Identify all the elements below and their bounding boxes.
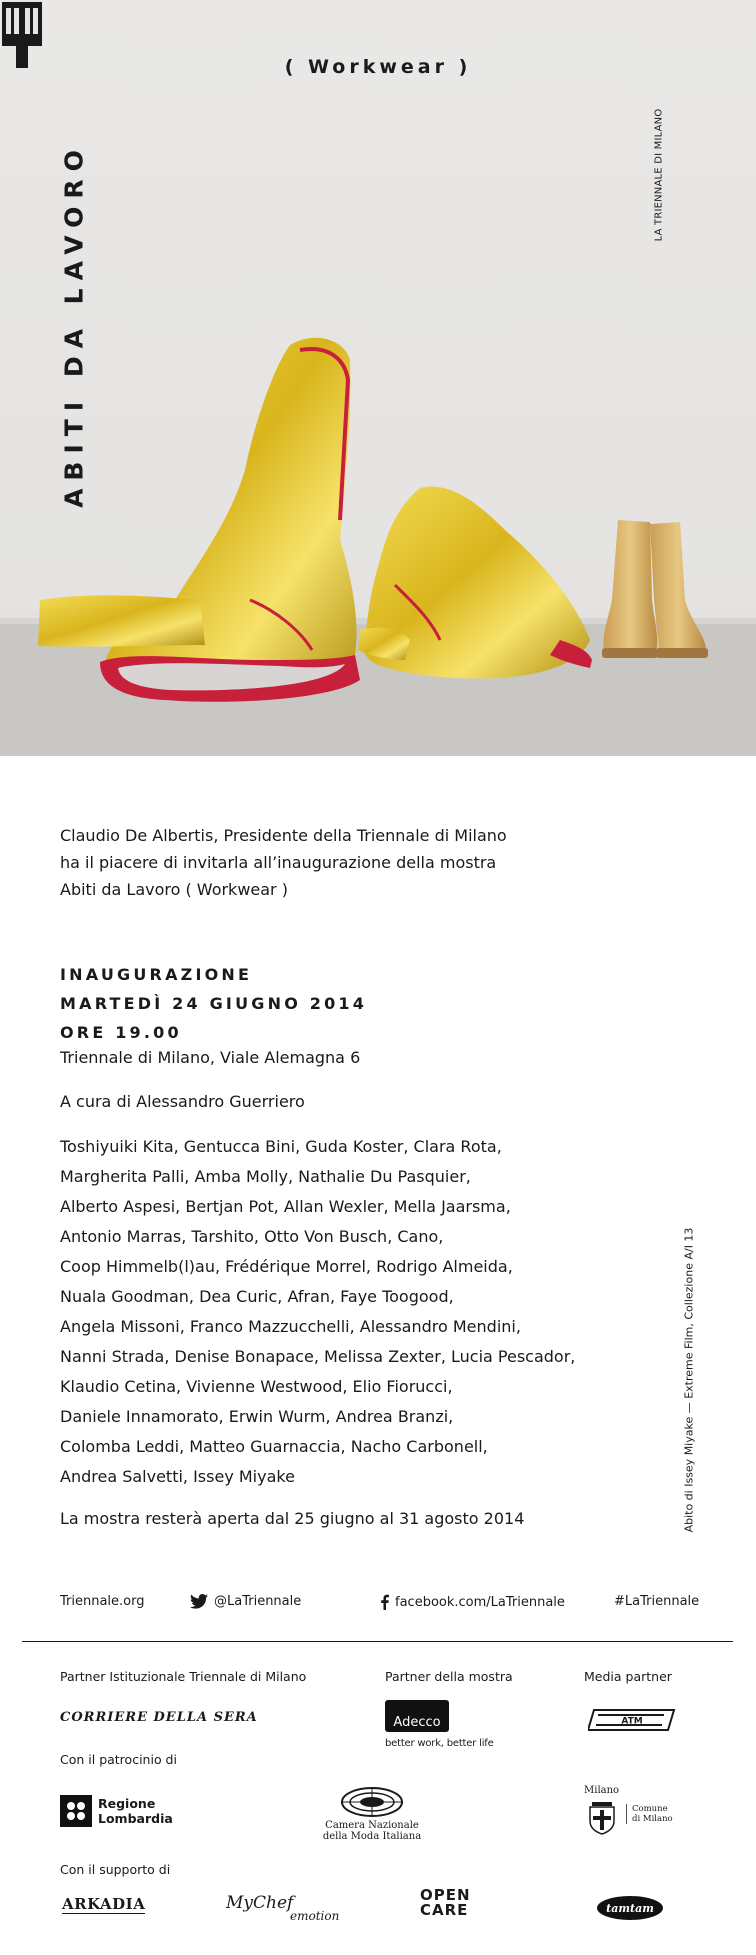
intro-line: Abiti da Lavoro ( Workwear ) (60, 880, 288, 899)
exhibition-subtitle: ( Workwear ) (284, 56, 472, 78)
artists-line: Antonio Marras, Tarshito, Otto Von Busch, Cano, (60, 1227, 444, 1246)
twitter-icon (190, 1594, 208, 1609)
artists-line: Coop Himmelb(l)au, Frédérique Morrel, Rodrigo Almeida, (60, 1257, 513, 1276)
exhibition-dates: La mostra resterà aperta dal 25 giugno al 31 agosto 2014 (60, 1509, 525, 1528)
triennale-logo-icon (0, 0, 44, 68)
regione-lombardia-logo (98, 1796, 173, 1826)
twitter-link[interactable] (190, 1594, 301, 1609)
triennale-logo-label: LA TRIENNALE DI MILANO (653, 108, 665, 242)
cnmi-emblem-icon (340, 1786, 404, 1818)
artists-line: Andrea Salvetti, Issey Miyake (60, 1467, 295, 1486)
site-link[interactable] (60, 1594, 145, 1609)
milano-line: Comune (632, 1804, 668, 1814)
exhibition-title-text: ABITI DA LAVORO (59, 142, 89, 508)
artists-line: Daniele Innamorato, Erwin Wurm, Andrea Branzi, (60, 1407, 454, 1426)
atm-logo-text: ATM (621, 1716, 643, 1727)
regione-lombardia-icon (60, 1795, 92, 1827)
regione-line: Lombardia (98, 1811, 173, 1826)
cnmi-line: della Moda Italiana (322, 1831, 422, 1842)
artists-line: Alberto Aspesi, Bertjan Pot, Allan Wexler, Mella Jaarsma, (60, 1197, 511, 1216)
site-link-text[interactable]: Triennale.org (60, 1594, 145, 1609)
artists-line: Klaudio Cetina, Vivienne Westwood, Elio Fiorucci, (60, 1377, 453, 1396)
event-label: INAUGURAZIONE (60, 965, 253, 984)
artists-line: Nanni Strada, Denise Bonapace, Melissa Zexter, Lucia Pescador, (60, 1347, 576, 1366)
mychef-logo-sub: emotion (290, 1909, 340, 1923)
regione-line: Regione (98, 1796, 156, 1811)
event-time: ORE 19.00 (60, 1023, 182, 1042)
opencare-logo (420, 1888, 471, 1918)
hero-illustration (0, 0, 756, 756)
invitation-intro (60, 822, 507, 903)
atm-logo-icon (588, 1708, 676, 1732)
facebook-link[interactable] (380, 1594, 565, 1610)
gold-jacket-small (358, 486, 592, 678)
hashtag-text[interactable]: #LaTriennale (614, 1594, 700, 1609)
gold-boots (602, 520, 708, 658)
cnmi-logo-text (320, 1820, 424, 1842)
support-label: Con il supporto di (60, 1862, 171, 1877)
event-details (60, 960, 367, 1047)
adecco-logo-text: Adecco (393, 1715, 441, 1730)
artists-line: Toshiyuiki Kita, Gentucca Bini, Guda Koster, Clara Rota, (60, 1137, 502, 1156)
institutional-partner-label: Partner Istituzionale Triennale di Milano (60, 1669, 307, 1684)
adecco-tagline: better work, better life (385, 1738, 494, 1749)
mychef-logo: MyChef (226, 1893, 294, 1913)
artists-line: Nuala Goodman, Dea Curic, Afran, Faye Toogood, (60, 1287, 454, 1306)
exhibition-partner-label: Partner della mostra (385, 1669, 513, 1684)
media-partner-label: Media partner (584, 1669, 672, 1684)
intro-line: Claudio De Albertis, Presidente della Triennale di Milano (60, 826, 507, 845)
artists-line: Colomba Leddi, Matteo Guarnaccia, Nacho Carbonell, (60, 1437, 488, 1456)
divider (22, 1641, 733, 1642)
adecco-logo (385, 1700, 449, 1732)
milano-label: Milano (584, 1785, 620, 1796)
photo-caption-text: Abito di Issey Miyake — Extreme Film, Collezione A/I 13 (682, 1227, 696, 1533)
milano-line: di Milano (632, 1814, 673, 1824)
facebook-url[interactable]: facebook.com/LaTriennale (395, 1594, 565, 1610)
comune-milano-crest-icon (586, 1801, 618, 1835)
tamtam-logo (597, 1896, 663, 1920)
twitter-handle[interactable]: @LaTriennale (214, 1594, 302, 1609)
comune-milano-logo (626, 1804, 673, 1824)
event-venue: Triennale di Milano, Viale Alemagna 6 (60, 1048, 361, 1067)
opencare-line: CARE (420, 1901, 469, 1919)
intro-line: ha il piacere di invitarla all’inaugurazione della mostra (60, 853, 497, 872)
hashtag-link[interactable] (614, 1594, 699, 1609)
artists-line: Margherita Palli, Amba Molly, Nathalie Du Pasquier, (60, 1167, 471, 1186)
hero-photo (0, 0, 756, 756)
corriere-della-sera-logo: CORRIERE DELLA SERA (60, 1710, 258, 1725)
tamtam-logo-text: tamtam (606, 1901, 654, 1915)
arkadia-logo: ARKADIA (62, 1895, 146, 1913)
artists-list (60, 1132, 620, 1492)
facebook-icon (380, 1594, 389, 1610)
event-curator: A cura di Alessandro Guerriero (60, 1092, 305, 1111)
cnmi-line: Camera Nazionale (325, 1820, 419, 1831)
patronage-label: Con il patrocinio di (60, 1752, 177, 1767)
artists-line: Angela Missoni, Franco Mazzucchelli, Alessandro Mendini, (60, 1317, 521, 1336)
event-date: MARTEDÌ 24 GIUGNO 2014 (60, 994, 368, 1013)
opencare-line: OPEN (420, 1886, 471, 1904)
